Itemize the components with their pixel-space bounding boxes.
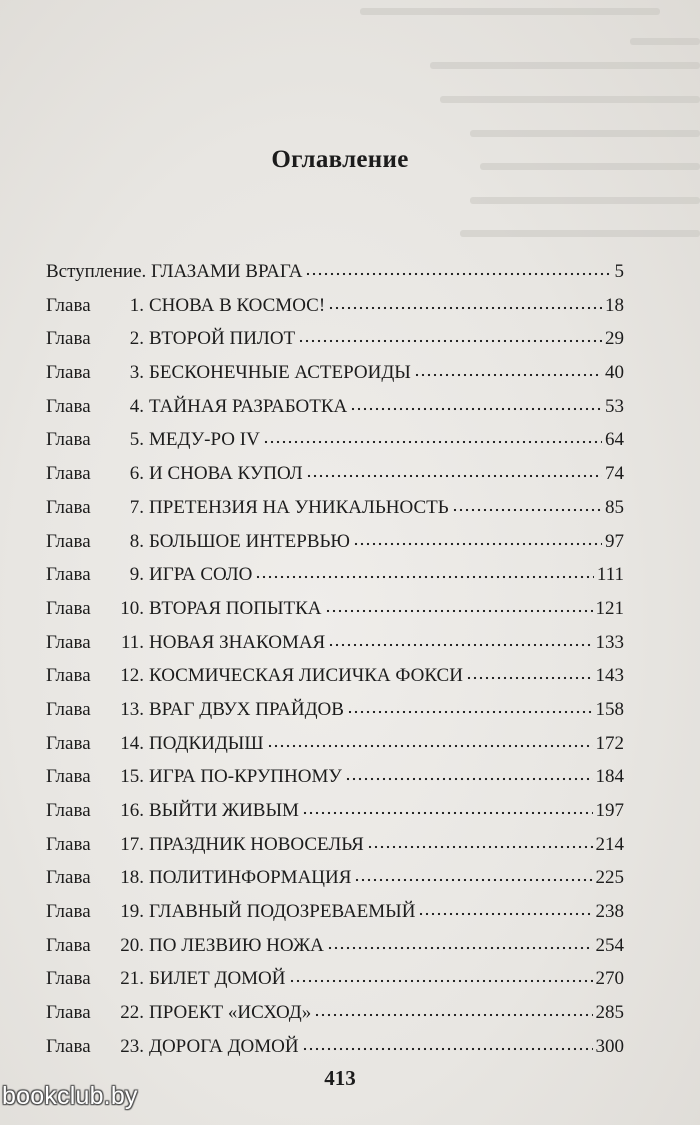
toc-entry-title: ВТОРОЙ ПИЛОТ xyxy=(149,328,296,350)
toc-chapter-prefix: Глава xyxy=(46,362,91,384)
toc-entry xyxy=(46,693,624,727)
toc-chapter-number: 19. xyxy=(120,901,144,923)
toc-chapter-prefix: Глава xyxy=(46,732,91,754)
toc-entry-page: 53 xyxy=(605,395,624,417)
toc-chapter-number: 22. xyxy=(120,1002,144,1024)
toc-entry-title: ПО ЛЕЗВИЮ НОЖА xyxy=(149,934,324,956)
toc-chapter-prefix: Глава xyxy=(46,800,91,821)
toc-entry-title: ВРАГ ДВУХ ПРАЙДОВ xyxy=(149,698,344,720)
dot-leader xyxy=(414,373,602,377)
dot-leader xyxy=(347,710,593,714)
toc-entry xyxy=(46,1030,624,1064)
dot-leader xyxy=(327,946,593,950)
toc-chapter-number: 17. xyxy=(120,833,144,855)
dot-leader xyxy=(325,609,593,613)
toc-chapter-prefix: Глава xyxy=(46,564,91,586)
toc-chapter-prefix: Глава xyxy=(46,665,91,687)
toc-entry-page: 143 xyxy=(595,665,624,687)
toc-entry-title: Вступление. ГЛАЗАМИ ВРАГА xyxy=(46,261,303,282)
toc-entry xyxy=(46,861,624,895)
toc-entry-page: 133 xyxy=(595,631,624,653)
toc-entry xyxy=(46,356,624,390)
toc-chapter-prefix: Глава xyxy=(46,328,91,350)
toc-entry-title: ДОРОГА ДОМОЙ xyxy=(149,1035,299,1057)
toc-entry-title: НОВАЯ ЗНАКОМАЯ xyxy=(149,631,326,653)
toc-chapter-prefix: Глава xyxy=(46,867,91,889)
dot-leader xyxy=(345,777,593,781)
toc-entry-page: 74 xyxy=(605,463,624,485)
toc-entry-title: ИГРА ПО-КРУПНОМУ xyxy=(149,766,342,788)
toc-entry xyxy=(46,558,624,592)
toc-entry xyxy=(46,794,624,828)
toc-entry xyxy=(46,727,624,761)
toc-entry-page: 97 xyxy=(605,530,624,552)
toc-entry-title: ПРОЕКТ «ИСХОД» xyxy=(149,1002,312,1024)
toc-chapter-prefix: Глава xyxy=(46,294,91,316)
dot-leader xyxy=(452,508,602,512)
toc-intro-entry xyxy=(46,255,624,289)
dot-leader xyxy=(306,474,602,478)
toc-chapter-number: 7. xyxy=(129,496,144,518)
dot-leader xyxy=(302,1047,593,1051)
table-of-contents xyxy=(46,255,624,1064)
toc-entry xyxy=(46,659,624,693)
dot-leader xyxy=(354,878,592,882)
toc-entry-title: И СНОВА КУПОЛ xyxy=(149,463,303,485)
toc-entry-title: БИЛЕТ ДОМОЙ xyxy=(149,968,286,990)
toc-chapter-number: 14. xyxy=(120,732,144,754)
toc-entry xyxy=(46,962,624,996)
toc-chapter-prefix: Глава xyxy=(46,934,91,956)
toc-entry-page: 18 xyxy=(605,294,624,316)
toc-entry-page: 184 xyxy=(595,766,624,788)
toc-chapter-prefix: Глава xyxy=(46,833,91,855)
toc-entry xyxy=(46,322,624,356)
toc-entry-title: ИГРА СОЛО xyxy=(149,564,253,586)
dot-leader xyxy=(328,643,592,647)
toc-entry xyxy=(46,592,624,626)
dot-leader xyxy=(418,912,592,916)
toc-chapter-prefix: Глава xyxy=(46,1002,91,1024)
dot-leader xyxy=(466,676,593,680)
toc-entry-page: 85 xyxy=(605,496,624,518)
toc-entry-page: 285 xyxy=(595,1002,624,1024)
toc-chapter-prefix: Глава xyxy=(46,530,91,552)
dot-leader xyxy=(305,272,611,276)
toc-chapter-number: 3. xyxy=(129,362,144,384)
toc-entry-page: 172 xyxy=(595,732,624,754)
toc-chapter-number: 18. xyxy=(120,867,144,889)
toc-entry-title: МЕДУ-РО IV xyxy=(149,429,260,451)
toc-chapter-number: 1. xyxy=(129,294,144,316)
toc-chapter-number: 5. xyxy=(129,429,144,451)
dot-leader xyxy=(328,306,602,310)
toc-chapter-prefix: Глава xyxy=(46,631,91,653)
toc-chapter-prefix: Глава xyxy=(46,496,91,518)
toc-entry-page: 40 xyxy=(605,362,624,384)
toc-chapter-prefix: Глава xyxy=(46,968,91,990)
toc-entry-title: СНОВА В КОСМОС! xyxy=(149,294,326,316)
toc-entry xyxy=(46,525,624,559)
toc-entry-page: 225 xyxy=(595,867,624,889)
toc-chapter-prefix: Глава xyxy=(46,766,91,788)
toc-chapter-prefix: Глава xyxy=(46,698,91,720)
toc-entry-page: 238 xyxy=(595,901,624,923)
toc-entry-title: ГЛАВНЫЙ ПОДОЗРЕВАЕМЫЙ xyxy=(149,901,416,923)
toc-entry-page: 121 xyxy=(595,597,624,619)
dot-leader xyxy=(255,575,594,579)
dot-leader xyxy=(267,744,593,748)
toc-chapter-number: 6. xyxy=(129,463,144,485)
toc-chapter-number: 20. xyxy=(120,934,144,956)
toc-chapter-number: 16. xyxy=(120,800,144,821)
toc-entry xyxy=(46,760,624,794)
toc-entry xyxy=(46,390,624,424)
toc-chapter-number: 9. xyxy=(129,564,144,586)
page-number: 413 xyxy=(324,1066,356,1090)
toc-entry-title: БОЛЬШОЕ ИНТЕРВЬЮ xyxy=(149,530,350,552)
toc-chapter-prefix: Глава xyxy=(46,463,91,485)
toc-entry-title: ПОДКИДЫШ xyxy=(149,732,264,754)
toc-chapter-prefix: Глава xyxy=(46,1035,91,1057)
toc-entry xyxy=(46,996,624,1030)
dot-leader xyxy=(302,811,593,815)
toc-entry-title: ТАЙНАЯ РАЗРАБОТКА xyxy=(149,395,348,417)
toc-entry xyxy=(46,929,624,963)
toc-entry-title: ВЫЙТИ ЖИВЫМ xyxy=(149,800,299,821)
toc-chapter-number: 13. xyxy=(120,698,144,720)
dot-leader xyxy=(263,440,602,444)
toc-chapter-prefix: Глава xyxy=(46,901,91,923)
toc-chapter-prefix: Глава xyxy=(46,597,91,619)
toc-entry-page: 5 xyxy=(614,261,624,282)
toc-entry-title: ПРАЗДНИК НОВОСЕЛЬЯ xyxy=(149,833,364,855)
toc-chapter-number: 15. xyxy=(120,766,144,788)
toc-entry-page: 64 xyxy=(605,429,624,451)
toc-entry-page: 158 xyxy=(595,698,624,720)
toc-entry-title: ПРЕТЕНЗИЯ НА УНИКАЛЬНОСТЬ xyxy=(149,496,449,518)
page-title: Оглавление xyxy=(271,146,409,173)
toc-chapter-number: 2. xyxy=(129,328,144,350)
toc-chapter-number: 12. xyxy=(120,665,144,687)
toc-entry-page: 270 xyxy=(595,968,624,990)
toc-entry xyxy=(46,423,624,457)
toc-entry xyxy=(46,828,624,862)
toc-entry-page: 254 xyxy=(595,934,624,956)
toc-chapter-number: 21. xyxy=(120,968,144,990)
toc-chapter-number: 8. xyxy=(129,530,144,552)
toc-entry-title: ПОЛИТИНФОРМАЦИЯ xyxy=(149,867,352,889)
toc-entry-page: 214 xyxy=(595,833,624,855)
toc-entry xyxy=(46,289,624,323)
dot-leader xyxy=(367,845,593,849)
toc-chapter-number: 11. xyxy=(120,631,144,653)
watermark-logo: bookclub.by xyxy=(2,1082,138,1110)
toc-chapter-number: 4. xyxy=(129,395,144,417)
toc-entry-title: БЕСКОНЕЧНЫЕ АСТЕРОИДЫ xyxy=(149,362,411,384)
toc-chapter-prefix: Глава xyxy=(46,395,91,417)
toc-entry-title: КОСМИЧЕСКАЯ ЛИСИЧКА ФОКСИ xyxy=(149,665,463,687)
toc-entry xyxy=(46,895,624,929)
toc-entry xyxy=(46,491,624,525)
toc-chapter-prefix: Глава xyxy=(46,429,91,451)
dot-leader xyxy=(350,407,602,411)
dot-leader xyxy=(314,1013,592,1017)
toc-entry-title: ВТОРАЯ ПОПЫТКА xyxy=(149,597,322,619)
toc-entry-page: 197 xyxy=(595,800,624,821)
dot-leader xyxy=(298,339,602,343)
toc-entry-page: 111 xyxy=(596,564,624,586)
toc-chapter-number: 23. xyxy=(120,1035,144,1057)
dot-leader xyxy=(289,979,593,983)
toc-entry-page: 29 xyxy=(605,328,624,350)
toc-entry xyxy=(46,457,624,491)
toc-entry-page: 300 xyxy=(595,1035,624,1057)
toc-entry xyxy=(46,626,624,660)
dot-leader xyxy=(353,542,602,546)
toc-chapter-number: 10. xyxy=(120,597,144,619)
